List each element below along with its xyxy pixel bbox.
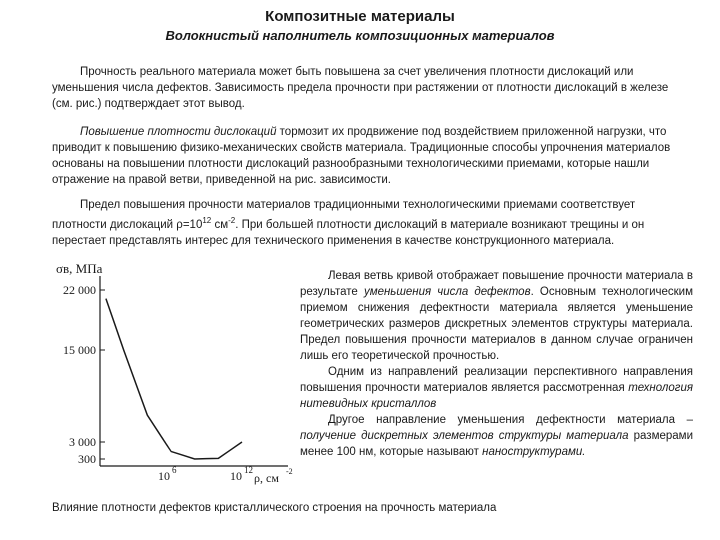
paragraph-2-italic: Повышение плотности дислокаций — [80, 126, 277, 138]
strength-curve — [106, 299, 242, 459]
right-p1-b: . Основным технологическим приемом снижения дефектности материала является уменьшение геометрических размеров дискретных элементов структуры материала. Предел повышения прочности материалов в данном случае ограничен лишь его теоретической прочностью. — [300, 286, 693, 362]
paragraph-3-text-c: . При большей плотности дислокаций в материале возникают трещины и он перестает представлять интерес для технического применения в качестве конструкционного материала. — [52, 218, 645, 247]
paragraph-1-text: Прочность реального материала может быть повышена за счет увеличения плотности дислокаций или уменьшения числа дефектов. Зависимость предела прочности при растяжении от плотности дислокаций в железе (см. рис.) подтверждает этот вывод. — [52, 66, 669, 110]
paragraph-3 — [52, 197, 692, 249]
strength-chart — [52, 262, 297, 494]
x-tick-label-2-exp: 12 — [244, 465, 253, 475]
paragraph-3-sup-1: 12 — [202, 216, 212, 225]
right-p3-italic: получение дискретных элементов структуры материала — [300, 430, 629, 442]
y-tick-group — [63, 283, 105, 466]
right-paragraph-2 — [300, 364, 693, 412]
paragraph-1 — [52, 64, 692, 112]
paragraph-3-sup-2: -2 — [228, 216, 236, 225]
x-tick-label-1-exp: 6 — [172, 465, 177, 475]
right-p2-italic: технология нитевидных кристаллов — [300, 382, 693, 410]
right-p3-b: размерами менее 100 нм, которые называют — [300, 430, 693, 458]
paragraph-3-text-a: Предел повышения прочности материалов традиционными технологическими приемами соответствует плотности дислокаций ρ=10 — [52, 199, 636, 231]
page-subtitle: Волокнистый наполнитель композиционных материалов — [165, 28, 555, 43]
figure-caption: Влияние плотности дефектов кристаллического строения на прочность материала — [52, 502, 497, 514]
chart-xlabel: ρ, см — [254, 471, 279, 485]
x-tick-label-1-base: 10 — [158, 469, 170, 483]
x-tick-label-2-base: 10 — [230, 469, 242, 483]
right-p3-a: Другое направление уменьшения дефектности материала – — [328, 414, 693, 426]
right-column — [300, 268, 693, 460]
chart-ylabel: σв, МПа — [56, 262, 103, 276]
paragraph-3-text-b: см — [211, 218, 229, 231]
paragraph-2 — [52, 124, 692, 188]
right-p1-italic: уменьшения числа дефектов — [363, 286, 531, 298]
right-paragraph-1 — [300, 268, 693, 364]
page-title: Композитные материалы — [265, 8, 455, 25]
chart-xlabel-sup: -2 — [286, 467, 293, 476]
right-p2-a: Одним из направлений реализации перспективного направления повышения прочности материалов является рассмотренная — [300, 366, 693, 394]
y-tick-label: 3 000 — [69, 435, 96, 449]
y-tick-label: 22 000 — [63, 283, 96, 297]
right-paragraph-3 — [300, 412, 693, 460]
paragraph-2-text: тормозит их продвижение под воздействием приложенной нагрузки, что приводит к повышению физико-механических свойств материала. Традиционные способы упрочнения материалов основаны на повышении плотности дислокаций разнообразными технологическими приемами, которые нашли отражение на правой ветви, приведенной на рис. зависимости. — [52, 126, 671, 186]
y-tick-label: 300 — [78, 452, 96, 466]
right-p1-a: Левая ветвь кривой отображает повышение прочности материала в результате — [300, 270, 693, 298]
y-tick-label: 15 000 — [63, 343, 96, 357]
right-p3-italic-2: наноструктурами. — [482, 446, 586, 458]
